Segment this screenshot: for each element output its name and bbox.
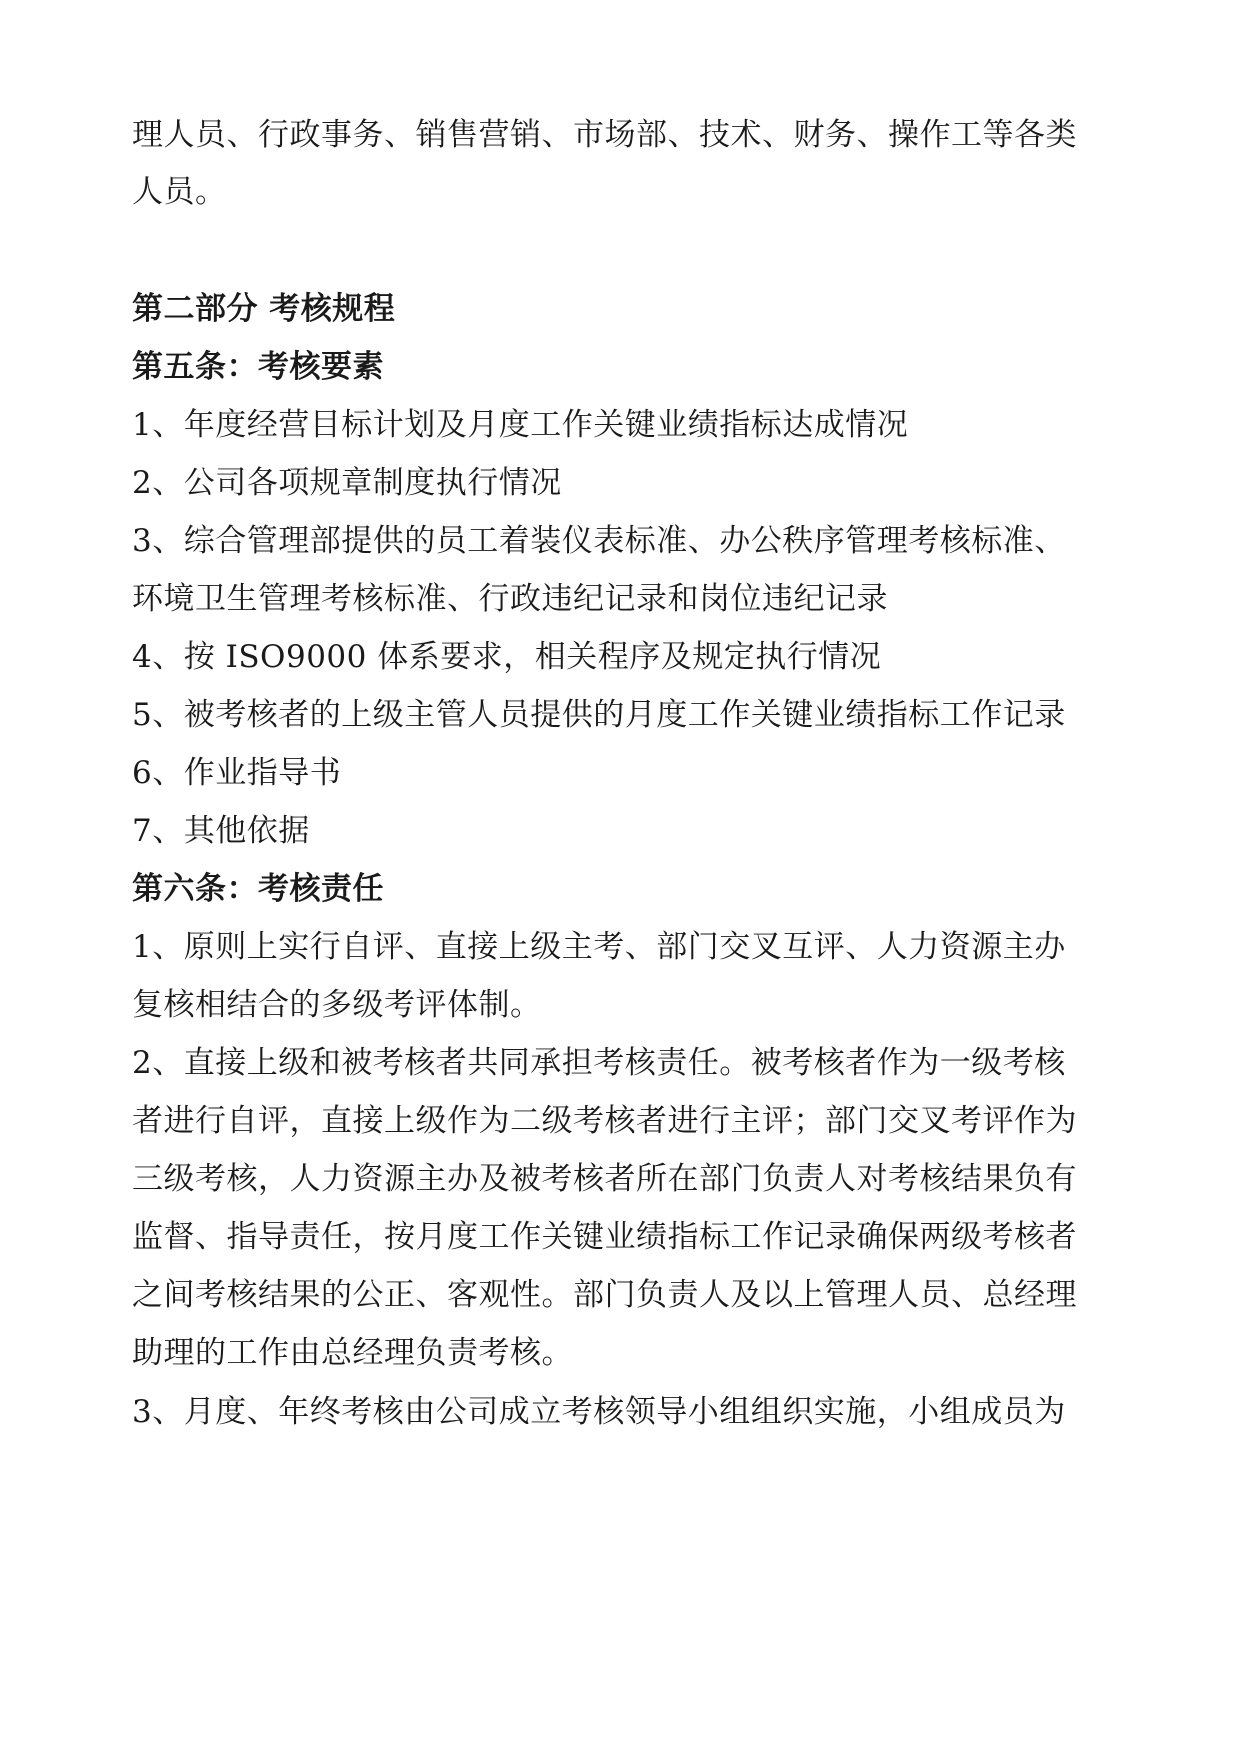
article6-line: 之间考核结果的公正、客观性。部门负责人及以上管理人员、总经理: [132, 1277, 1077, 1313]
intro-line-2: 人员。: [132, 174, 227, 210]
article5-item: 5、被考核者的上级主管人员提供的月度工作关键业绩指标工作记录: [132, 697, 1066, 733]
article6-line: 3、月度、年终考核由公司成立考核领导小组组织实施，小组成员为: [132, 1394, 1066, 1430]
article6-line: 2、直接上级和被考核者共同承担考核责任。被考核者作为一级考核: [132, 1045, 1066, 1081]
article5-item: 环境卫生管理考核标准、行政违纪记录和岗位违纪记录: [132, 581, 888, 617]
article6-title: 第六条：考核责任: [132, 871, 384, 907]
article5-item: 1、年度经营目标计划及月度工作关键业绩指标达成情况: [132, 407, 909, 443]
article6-line: 复核相结合的多级考评体制。: [132, 987, 542, 1023]
article6-line: 助理的工作由总经理负责考核。: [132, 1335, 573, 1371]
article6-line: 1、原则上实行自评、直接上级主考、部门交叉互评、人力资源主办: [132, 929, 1066, 965]
article5-item: 4、按 ISO9000 体系要求，相关程序及规定执行情况: [132, 639, 882, 675]
article5-title: 第五条：考核要素: [132, 349, 384, 385]
part-title: 第二部分 考核规程: [132, 291, 396, 327]
article5-item: 6、作业指导书: [132, 755, 342, 791]
article6-line: 三级考核，人力资源主办及被考核者所在部门负责人对考核结果负有: [132, 1161, 1077, 1197]
article5-item: 2、公司各项规章制度执行情况: [132, 465, 562, 501]
intro-line-1: 理人员、行政事务、销售营销、市场部、技术、财务、操作工等各类: [132, 117, 1077, 153]
article6-line: 者进行自评，直接上级作为二级考核者进行主评；部门交叉考评作为: [132, 1103, 1077, 1139]
article5-item: 3、综合管理部提供的员工着装仪表标准、办公秩序管理考核标准、: [132, 523, 1066, 559]
article6-line: 监督、指导责任，按月度工作关键业绩指标工作记录确保两级考核者: [132, 1219, 1077, 1255]
article5-item: 7、其他依据: [132, 813, 310, 849]
